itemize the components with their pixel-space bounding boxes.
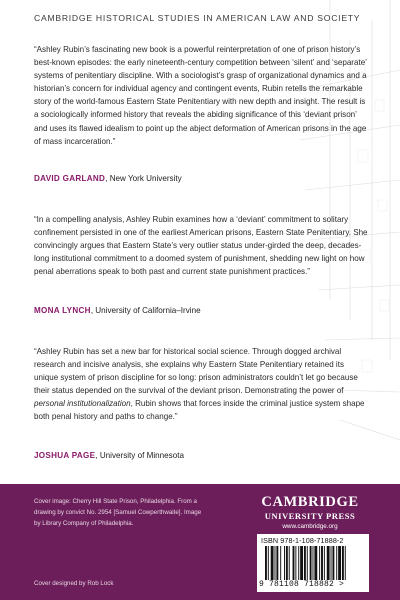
barcode-bar: [286, 546, 288, 580]
quote-text-italic: personal institutionalization: [34, 399, 131, 409]
barcode-bar: [268, 546, 269, 580]
barcode-bar: [314, 546, 317, 580]
barcode-bar: [327, 546, 330, 580]
reviewer-name: DAVID GARLAND: [34, 174, 106, 183]
publisher-url: www.cambridge.org: [282, 523, 338, 530]
barcode-bar: [332, 546, 334, 580]
barcode-bar: [310, 546, 312, 580]
barcode-bar: [313, 546, 314, 580]
quote-garland: “Ashley Rubin’s fascinating new book is a powerful reinterpretation of one of prison history’s best-known episodes: the early nineteenth-century competition between ‘silent’ and ‘separate’ systems of penitentiary discipline. With a sociologist’s grasp of organizational dynamics and a historian’s concern for individual agency and contingent events, Rubin retells the remarkable story of the world-famous Eastern State Penitentiary with new depth and insight. The result is a sociologically informed history that reveals the abiding significance of this ‘deviant prison’ and uses its flawed idealism to point up the abject deformation of American prisons in the age of mass incarceration.”: [34, 45, 367, 146]
quote-text-end: , Rubin shows that forces inside the criminal justice system shape both penal history and paths to change.”: [34, 399, 365, 422]
barcode-bar: [319, 546, 320, 580]
barcode-bar: [342, 546, 344, 580]
reviewer-name: MONA LYNCH: [34, 306, 91, 315]
barcode-bar: [321, 546, 323, 580]
attribution-page: [34, 451, 184, 460]
attribution-lynch: [34, 306, 201, 315]
isbn-barcode: [257, 534, 369, 592]
cover-image-credit: Cover image: Cherry Hill State Prison, Philadelphia. From a drawing by convict No. 2954 [Samuel Cowperthwaite]. Image by Library Company of Philadelphia.: [34, 498, 202, 527]
barcode-bar: [271, 546, 274, 580]
barcode-bar: [293, 546, 295, 580]
publisher-logo-name: CAMBRIDGE: [261, 494, 359, 510]
barcode-bar: [276, 546, 278, 580]
publisher-logo-subname: UNIVERSITY PRESS: [264, 511, 356, 521]
barcode-bar: [345, 546, 346, 580]
barcode-digits: 9 781108 718882 >: [259, 580, 345, 589]
barcode-bar: [300, 546, 303, 580]
isbn-label: ISBN 978-1-108-71888-2: [261, 536, 344, 545]
barcode-bar: [265, 546, 267, 580]
barcode-bar: [338, 546, 341, 580]
reviewer-name: JOSHUA PAGE: [34, 451, 96, 460]
barcode-bar: [298, 546, 299, 580]
barcode-bar: [304, 546, 306, 580]
quote-text-start: “Ashley Rubin has set a new bar for historical social science. Through dogged archival research and incisive analysis, she explains why Eastern State Penitentiary retained its unique system of prison discipline for so long: prison administrators couldn’t let go because their status depended on the survival of the deviant prison. Demonstrating the power of: [34, 347, 358, 396]
barcode-bar: [324, 546, 325, 580]
barcode-bar: [289, 546, 290, 580]
barcode-bar: [275, 546, 276, 580]
barcode-bar: [284, 546, 285, 580]
reviewer-affiliation: , New York University: [105, 174, 182, 183]
barcode-bar: [295, 546, 296, 580]
reviewer-affiliation: , University of Minnesota: [95, 451, 184, 460]
reviewer-affiliation: , University of California–Irvine: [90, 306, 201, 315]
attribution-garland: [34, 174, 182, 183]
quote-lynch: “In a compelling analysis, Ashley Rubin examines how a ‘deviant’ commitment to solitary confinement persisted in one of the earliest American prisons, Eastern State Penitentiary. She convincingly argues that Eastern State’s very outlier status under-girded the deep, decades-long institutional commitment to a doomed system of punishment, shedding new light on how penal aberrations speak to both past and current state punishment practices.”: [34, 215, 368, 277]
cover-designer-credit: Cover designed by Rob Lock: [34, 580, 114, 587]
barcode-icon: [261, 546, 365, 580]
barcode-bar: [307, 546, 308, 580]
barcode-bar: [331, 546, 332, 580]
barcode-bar: [336, 546, 337, 580]
series-title: CAMBRIDGE HISTORICAL STUDIES IN AMERICAN LAW AND SOCIETY: [34, 13, 361, 23]
quote-page: [34, 345, 370, 424]
barcode-bar: [280, 546, 281, 580]
